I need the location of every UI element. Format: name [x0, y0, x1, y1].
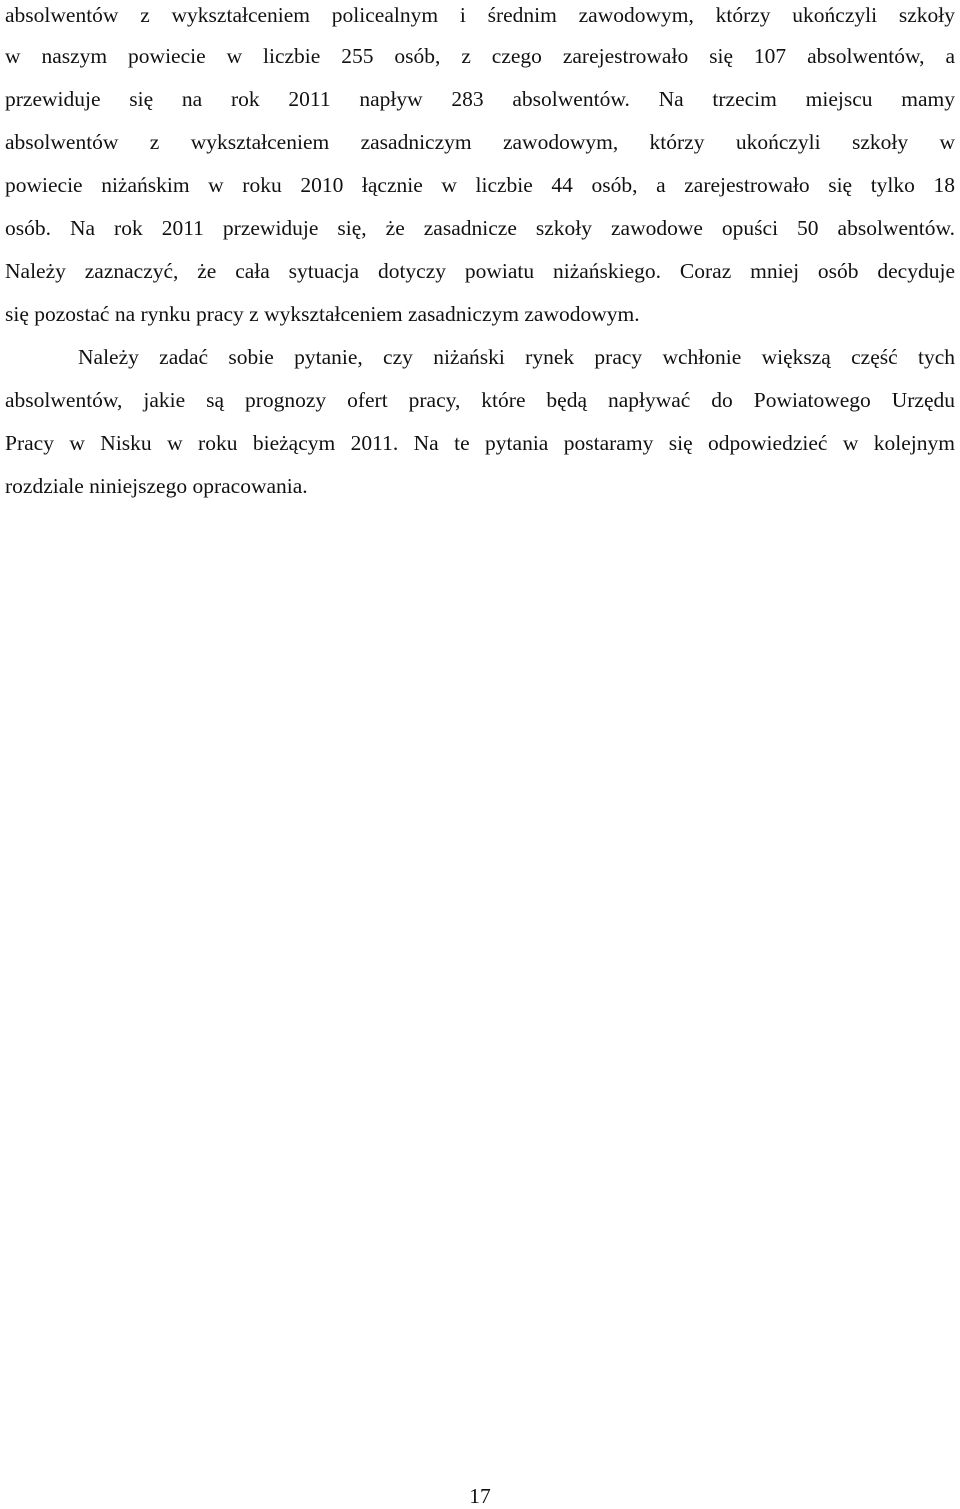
page-number: 17 — [469, 1484, 491, 1508]
text-line: się pozostać na rynku pracy z wykształceniem zasadniczym zawodowym. — [5, 302, 640, 326]
text-line: Pracy w Nisku w roku bieżącym 2011. Na te pytania postaramy się odpowiedzieć w kolejnym — [5, 431, 955, 455]
text-line: powiecie niżańskim w roku 2010 łącznie w liczbie 44 osób, a zarejestrowało się tylko 18 — [5, 173, 955, 197]
text-line: absolwentów, jakie są prognozy ofert pracy, które będą napływać do Powiatowego Urzędu — [5, 388, 955, 412]
text-line: Należy zaznaczyć, że cała sytuacja dotyczy powiatu niżańskiego. Coraz mniej osób decyduje — [5, 259, 955, 283]
text-line: w naszym powiecie w liczbie 255 osób, z czego zarejestrowało się 107 absolwentów, a — [5, 44, 955, 68]
text-line: osób. Na rok 2011 przewiduje się, że zasadnicze szkoły zawodowe opuści 50 absolwentów. — [5, 216, 955, 240]
text-line: przewiduje się na rok 2011 napływ 283 absolwentów. Na trzecim miejscu mamy — [5, 87, 955, 111]
text-line: Należy zadać sobie pytanie, czy niżański rynek pracy wchłonie większą część tych — [78, 345, 955, 369]
text-line: absolwentów z wykształceniem policealnym i średnim zawodowym, którzy ukończyli szkoły — [5, 3, 955, 27]
text-line: rozdziale niniejszego opracowania. — [5, 474, 308, 498]
text-line: absolwentów z wykształceniem zasadniczym zawodowym, którzy ukończyli szkoły w — [5, 130, 955, 154]
